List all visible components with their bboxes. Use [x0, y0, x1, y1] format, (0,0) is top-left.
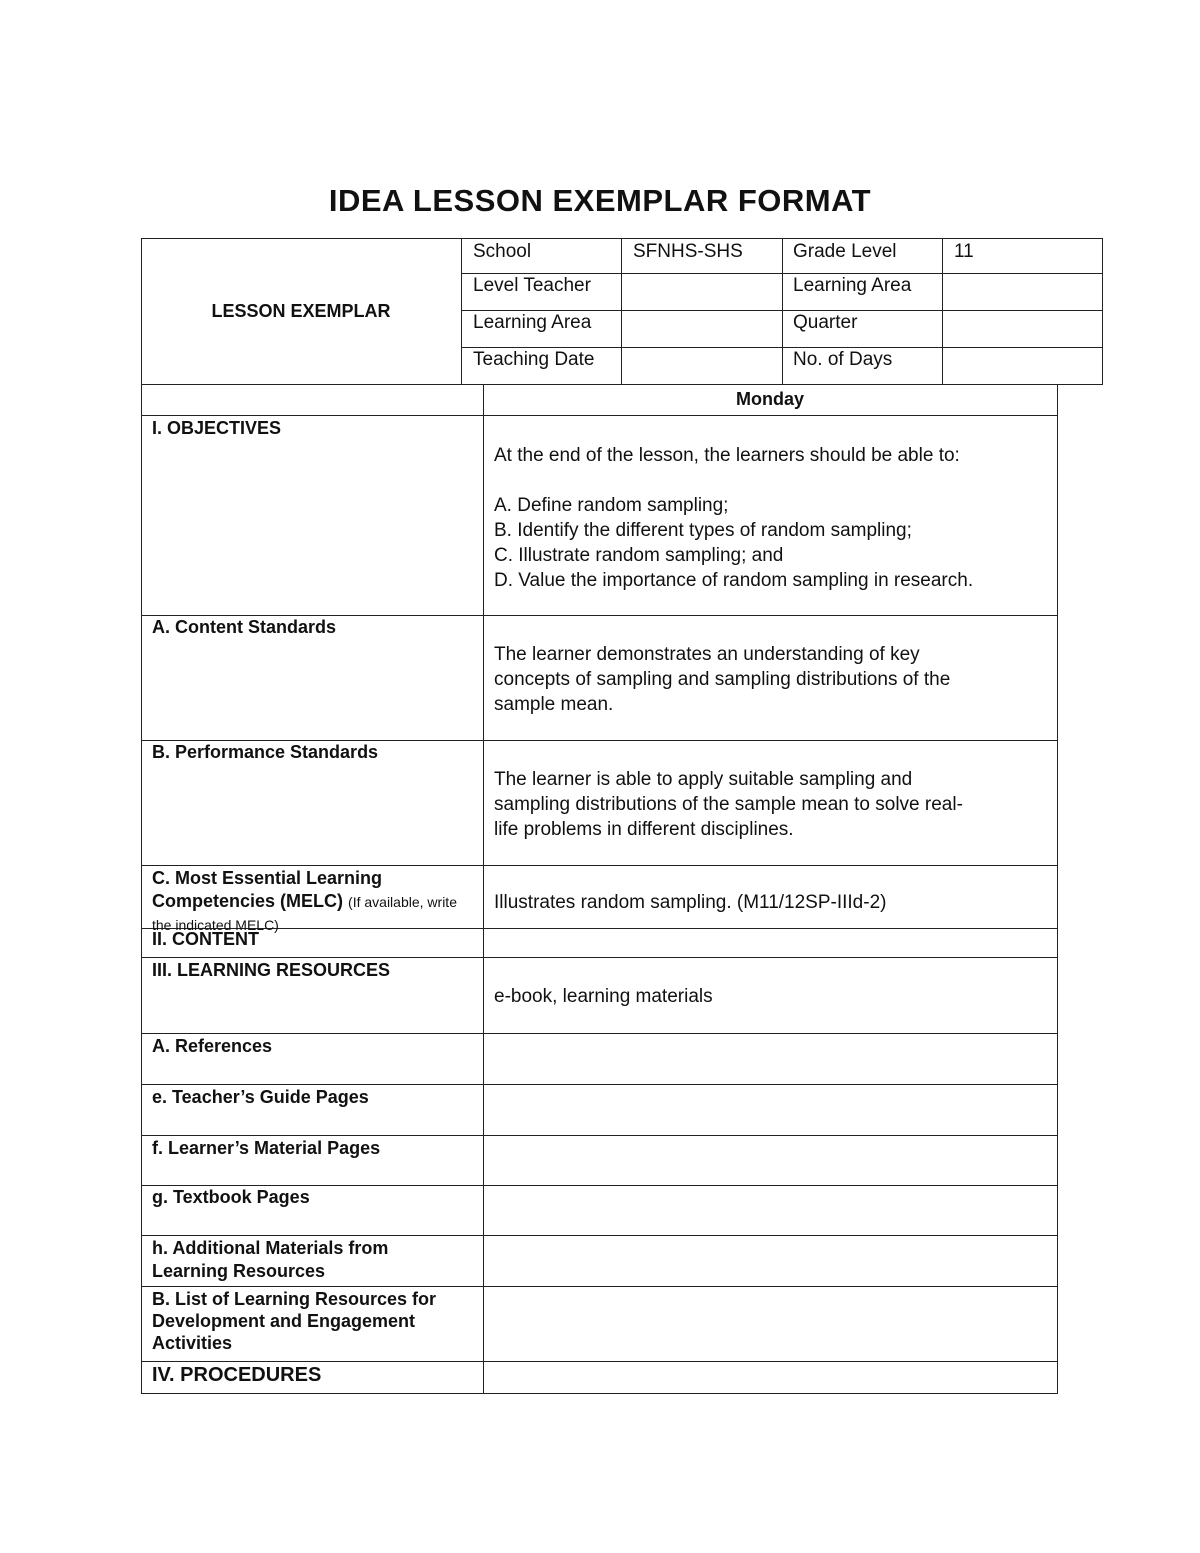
field-value-school: SFNHS-SHS	[633, 241, 743, 262]
row-label-textbook-pages: g. Textbook Pages	[152, 1187, 310, 1207]
field-label-no-of-days: No. of Days	[793, 349, 893, 370]
header-col-line-2	[621, 238, 622, 385]
row-label-performance-standards: B. Performance Standards	[152, 742, 379, 762]
row-label-learners-material: f. Learner’s Material Pages	[152, 1138, 381, 1158]
field-label-level-teacher: Level Teacher	[473, 275, 591, 296]
row-line	[141, 865, 1058, 866]
row-label-additional-materials: h. Additional Materials from Learning Resources	[152, 1238, 389, 1281]
header-bottom-border	[141, 384, 1103, 385]
row-line	[141, 1084, 1058, 1085]
melc-note: (If available, write the indicated MELC)	[152, 894, 457, 933]
row-line	[141, 1235, 1058, 1236]
field-label-quarter: Quarter	[793, 312, 858, 333]
day-header-monday: Monday	[735, 389, 804, 409]
row-line	[141, 415, 1058, 416]
field-label-learning-area: Learning Area	[793, 275, 912, 296]
row-label-learning-resources: III. LEARNING RESOURCES	[152, 960, 391, 980]
row-label-objectives: I. OBJECTIVES	[152, 418, 282, 438]
row-line	[141, 1033, 1058, 1034]
header-col-line-3	[782, 238, 783, 385]
page-title: IDEA LESSON EXEMPLAR FORMAT	[328, 183, 872, 218]
field-label-learning-area-2: Learning Area	[473, 312, 592, 333]
row-content-melc: Illustrates random sampling. (M11/12SP-IIId-2)	[494, 892, 887, 913]
main-left-border	[141, 384, 142, 1394]
header-right-border	[1102, 238, 1103, 385]
row-label-content-standards: A. Content Standards	[152, 617, 337, 637]
row-line	[141, 1135, 1058, 1136]
main-col-divider	[483, 384, 484, 1394]
header-top-border	[141, 238, 1103, 239]
field-label-grade-level: Grade Level	[793, 241, 897, 262]
row-content-objectives: At the end of the lesson, the learners should be able to: A. Define random sampling; B. Identify the different types of random sampling; C. Illustrate random sampling; and D. Value the importance of random sampling in research.	[494, 445, 974, 591]
row-label-list-learning-resources: B. List of Learning Resources for Development and Engagement Activities	[152, 1289, 437, 1353]
row-line	[141, 1286, 1058, 1287]
field-label-school: School	[473, 241, 532, 262]
header-col-line-4	[942, 238, 943, 385]
main-bottom-border	[141, 1393, 1058, 1394]
field-value-grade-level: 11	[954, 241, 974, 262]
lesson-exemplar-label: LESSON EXEMPLAR	[211, 301, 391, 321]
row-label-content: II. CONTENT	[152, 929, 259, 949]
row-label-melc	[152, 867, 477, 936]
melc-label-text: C. Most Essential Learning Competencies (MELC)	[152, 868, 383, 911]
row-content-learning-resources: e-book, learning materials	[494, 986, 713, 1007]
row-label-teachers-guide: e. Teacher’s Guide Pages	[152, 1087, 369, 1107]
row-line	[141, 1361, 1058, 1362]
header-col-line-1	[461, 238, 462, 385]
row-content-content-standards: The learner demonstrates an understanding of key concepts of sampling and sampling distributions of the sample mean.	[494, 644, 951, 715]
row-content-performance-standards: The learner is able to apply suitable sampling and sampling distributions of the sample mean to solve real- life problems in different disciplines.	[494, 769, 963, 840]
row-line	[141, 957, 1058, 958]
main-right-border	[1057, 384, 1058, 1394]
row-label-references: A. References	[152, 1036, 273, 1056]
field-label-teaching-date: Teaching Date	[473, 349, 595, 370]
row-label-procedures: IV. PROCEDURES	[152, 1364, 322, 1386]
